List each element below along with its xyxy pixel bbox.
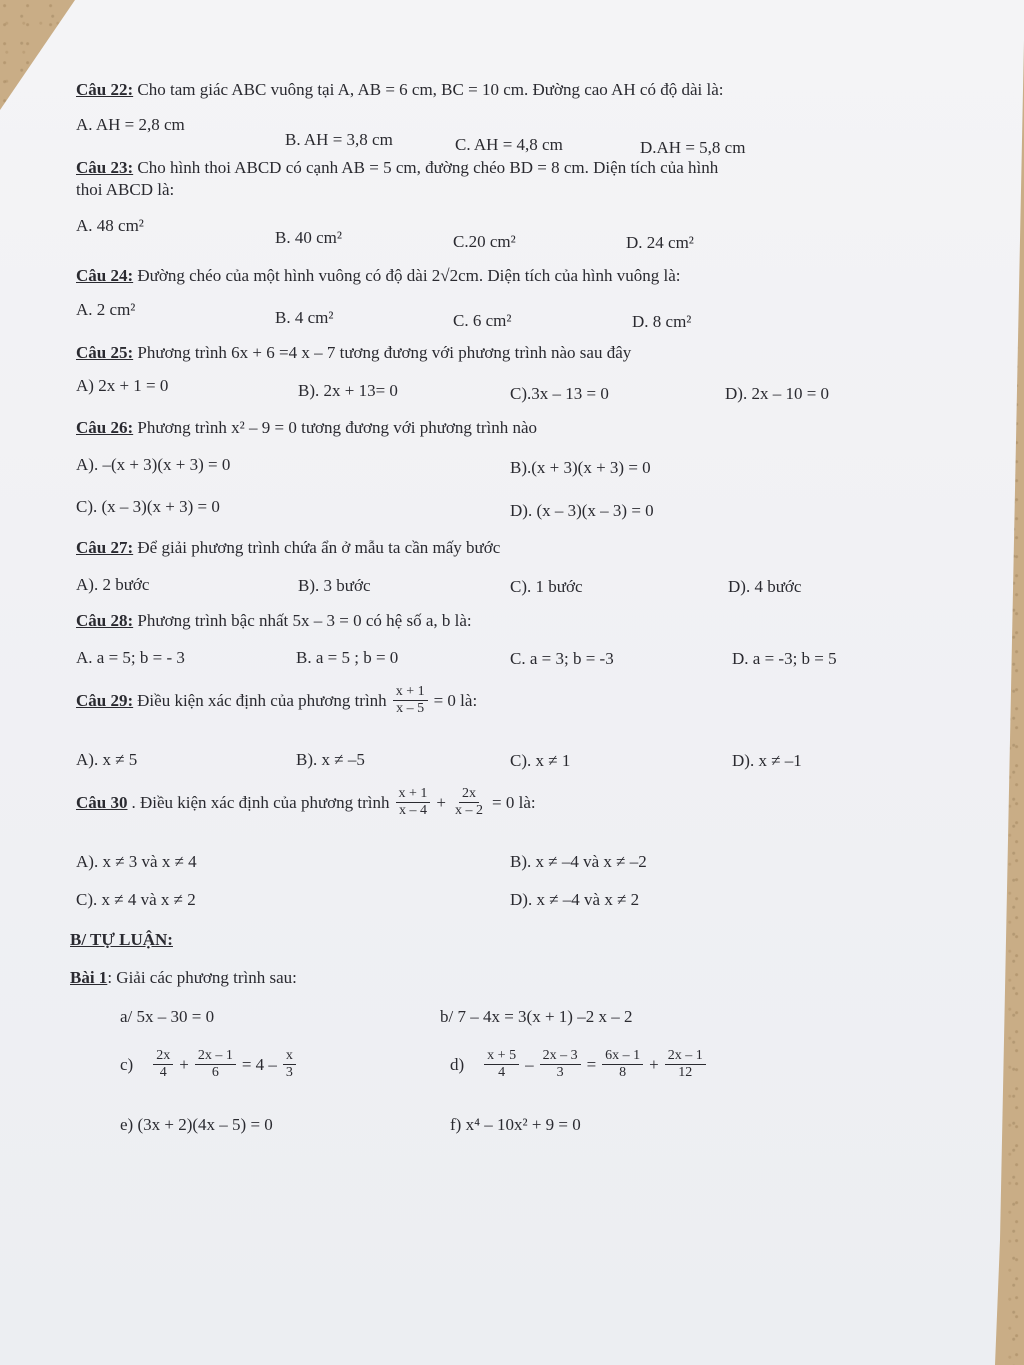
q25-label: Câu 25: xyxy=(76,343,134,362)
bai1-part-f: f) x⁴ – 10x² + 9 = 0 xyxy=(450,1115,581,1134)
q22-option-b: B. AH = 3,8 cm xyxy=(285,130,393,149)
q26-text: Phương trình x² – 9 = 0 tương đương với phương trình nào xyxy=(137,418,538,437)
bai1-d-fraction-3 xyxy=(602,1048,643,1081)
q27-option-d: D). 4 bước xyxy=(728,577,802,596)
q23-label: Câu 23: xyxy=(76,158,134,177)
bai1-c-f1-numerator: 2x xyxy=(153,1048,173,1065)
q26-stem xyxy=(76,418,537,438)
q24-option-c: C. 6 cm² xyxy=(453,311,512,330)
q22-option-a: A. AH = 2,8 cm xyxy=(76,115,185,134)
bai1-c-f3-denominator: 3 xyxy=(285,1065,293,1080)
q25-stem xyxy=(76,343,631,363)
q30-text: . Điều kiện xác định của phương trình xyxy=(131,792,390,812)
q30-option-d: D). x ≠ –4 và x ≠ 2 xyxy=(510,890,640,909)
bai1-c-f2-denominator: 6 xyxy=(211,1065,219,1080)
bai1-c-label: c) xyxy=(120,1054,134,1074)
q23-option-d: D. 24 cm² xyxy=(626,233,694,252)
q30-option-a: A). x ≠ 3 và x ≠ 4 xyxy=(76,852,197,871)
bai1-c-plus: + xyxy=(179,1054,189,1074)
q24-option-a: A. 2 cm² xyxy=(76,300,136,319)
bai1-d-plus: + xyxy=(649,1054,659,1074)
part-b-heading: B/ TỰ LUẬN: xyxy=(70,930,173,949)
bai1-c-f1-denominator: 4 xyxy=(159,1065,167,1080)
q27-stem xyxy=(76,538,500,558)
bai1-d-fraction-2 xyxy=(540,1048,581,1081)
q27-text: Để giải phương trình chứa ẩn ở mẫu ta cần mấy bước xyxy=(137,538,501,557)
q29-label: Câu 29: xyxy=(76,690,134,710)
q24-stem xyxy=(76,266,681,286)
q23-option-b: B. 40 cm² xyxy=(275,228,342,247)
bai1-part-c xyxy=(120,1048,298,1081)
q30-plus: + xyxy=(436,792,447,812)
q28-option-c: C. a = 3; b = -3 xyxy=(510,649,614,668)
q30-fraction-1-numerator: x + 1 xyxy=(396,786,431,803)
q25-option-a: A) 2x + 1 = 0 xyxy=(76,376,169,395)
q25-option-b: B). 2x + 13= 0 xyxy=(298,381,398,400)
q27-option-b: B). 3 bước xyxy=(298,576,371,595)
bai1-stem xyxy=(70,968,297,988)
bai1-d-fraction-1 xyxy=(484,1048,519,1081)
q28-stem xyxy=(76,611,472,631)
bai1-d-f2-numerator: 2x – 3 xyxy=(540,1048,581,1065)
bai1-c-fraction-2 xyxy=(195,1048,236,1081)
bai1-part-b: b/ 7 – 4x = 3(x + 1) –2 x – 2 xyxy=(440,1007,633,1026)
q30-stem xyxy=(76,786,536,819)
q29-fraction-numerator: x + 1 xyxy=(393,684,428,701)
q29-text: Điều kiện xác định của phương trình xyxy=(137,690,387,710)
q23-text-continued: thoi ABCD là: xyxy=(76,180,175,199)
q28-option-d: D. a = -3; b = 5 xyxy=(732,649,837,668)
q23-text: Cho hình thoi ABCD có cạnh AB = 5 cm, đường chéo BD = 8 cm. Diện tích của hình xyxy=(137,158,719,177)
q30-fraction-2-denominator: x – 2 xyxy=(455,803,484,818)
q25-text: Phương trình 6x + 6 =4 x – 7 tương đương với phương trình nào sau đây xyxy=(137,343,632,362)
q25-option-d: D). 2x – 10 = 0 xyxy=(725,384,830,403)
bai1-d-f1-denominator: 4 xyxy=(498,1065,506,1080)
q28-text: Phương trình bậc nhất 5x – 3 = 0 có hệ số a, b là: xyxy=(137,611,472,630)
q30-option-c: C). x ≠ 4 và x ≠ 2 xyxy=(76,890,196,909)
q26-label: Câu 26: xyxy=(76,418,134,437)
q29-stem xyxy=(76,684,477,717)
q26-option-d: D). (x – 3)(x – 3) = 0 xyxy=(510,501,654,520)
q27-label: Câu 27: xyxy=(76,538,134,557)
bai1-c-fraction-1 xyxy=(153,1048,173,1081)
q22-option-c: C. AH = 4,8 cm xyxy=(455,135,563,154)
q28-label: Câu 28: xyxy=(76,611,134,630)
q30-option-b: B). x ≠ –4 và x ≠ –2 xyxy=(510,852,647,871)
q30-fraction-2 xyxy=(452,786,486,819)
bai1-d-label: d) xyxy=(450,1054,465,1074)
q27-option-c: C). 1 bước xyxy=(510,577,583,596)
q27-option-a: A). 2 bước xyxy=(76,575,150,594)
bai1-label: Bài 1 xyxy=(70,968,108,987)
q29-fraction-denominator: x – 5 xyxy=(396,701,425,716)
q22-text: Cho tam giác ABC vuông tại A, AB = 6 cm, BC = 10 cm. Đường cao AH có độ dài là: xyxy=(137,80,724,99)
q29-fraction xyxy=(393,684,428,717)
q22-option-d: D.AH = 5,8 cm xyxy=(640,138,746,157)
q29-option-d: D). x ≠ –1 xyxy=(732,751,802,770)
bai1-d-f1-numerator: x + 5 xyxy=(484,1048,519,1065)
q23-stem xyxy=(76,158,718,178)
q29-option-b: B). x ≠ –5 xyxy=(296,750,365,769)
q22-label: Câu 22: xyxy=(76,80,134,99)
q24-text: Đường chéo của một hình vuông có độ dài 2√2cm. Diện tích của hình vuông là: xyxy=(137,266,681,285)
q25-option-c: C).3x – 13 = 0 xyxy=(510,384,609,403)
bai1-d-equals: = xyxy=(586,1054,597,1074)
q26-option-c: C). (x – 3)(x + 3) = 0 xyxy=(76,497,220,516)
q22-stem xyxy=(76,80,723,100)
bai1-d-f3-denominator: 8 xyxy=(619,1065,627,1080)
q24-option-d: D. 8 cm² xyxy=(632,312,692,331)
bai1-d-f4-numerator: 2x – 1 xyxy=(665,1048,706,1065)
q29-option-a: A). x ≠ 5 xyxy=(76,750,138,769)
bai1-part-a: a/ 5x – 30 = 0 xyxy=(120,1007,215,1026)
q26-option-a: A). –(x + 3)(x + 3) = 0 xyxy=(76,455,231,474)
q29-option-c: C). x ≠ 1 xyxy=(510,751,571,770)
bai1-c-equals: = 4 – xyxy=(241,1054,277,1074)
bai1-d-f2-denominator: 3 xyxy=(556,1065,564,1080)
q30-tail: = 0 là: xyxy=(492,792,536,812)
q30-fraction-1-denominator: x – 4 xyxy=(398,803,427,818)
bai1-d-f4-denominator: 12 xyxy=(678,1065,693,1080)
bai1-part-d xyxy=(450,1048,708,1081)
bai1-c-f2-numerator: 2x – 1 xyxy=(195,1048,236,1065)
q26-option-b: B).(x + 3)(x + 3) = 0 xyxy=(510,458,651,477)
q23-option-c: C.20 cm² xyxy=(453,232,516,251)
q23-option-a: A. 48 cm² xyxy=(76,216,144,235)
bai1-c-f3-numerator: x xyxy=(283,1048,296,1065)
bai1-d-fraction-4 xyxy=(665,1048,706,1081)
q28-option-b: B. a = 5 ; b = 0 xyxy=(296,648,399,667)
q24-label: Câu 24: xyxy=(76,266,134,285)
q30-label: Câu 30 xyxy=(76,792,128,812)
q24-option-b: B. 4 cm² xyxy=(275,308,334,327)
q30-fraction-2-numerator: 2x xyxy=(459,786,479,803)
bai1-d-f3-numerator: 6x – 1 xyxy=(602,1048,643,1065)
q30-fraction-1 xyxy=(396,786,431,819)
q28-option-a: A. a = 5; b = - 3 xyxy=(76,648,185,667)
bai1-d-minus: – xyxy=(525,1054,534,1074)
q29-tail: = 0 là: xyxy=(433,690,478,710)
bai1-c-fraction-3 xyxy=(283,1048,296,1081)
bai1-part-e: e) (3x + 2)(4x – 5) = 0 xyxy=(120,1115,273,1134)
bai1-text: : Giải các phương trình sau: xyxy=(107,968,297,987)
